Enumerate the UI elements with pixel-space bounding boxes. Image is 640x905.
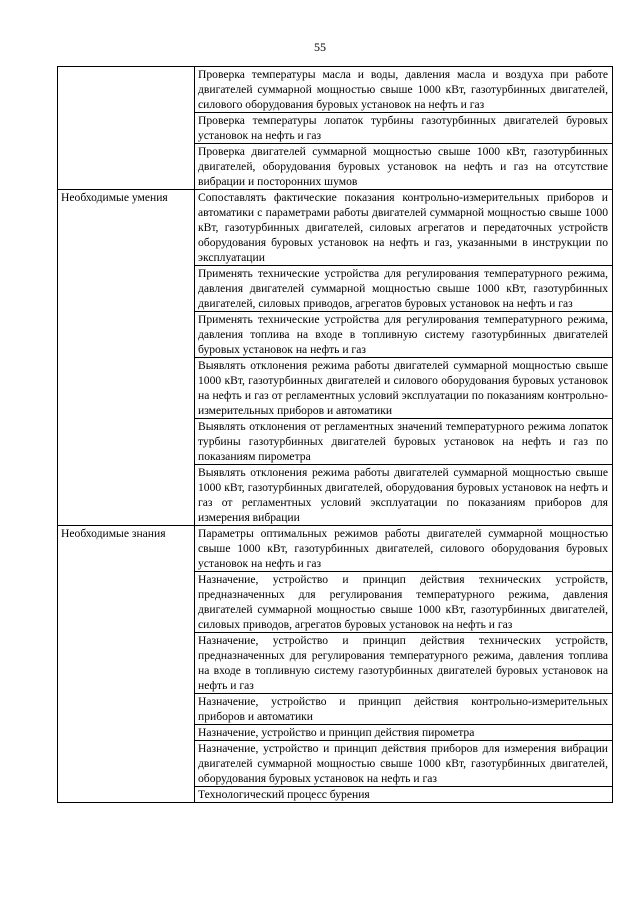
table-cell: Параметры оптимальных режимов работы двигателей суммарной мощностью свыше 1000 кВт, газотурбинных двигателей, силового оборудования буровых установок на нефть и газ [195, 526, 613, 572]
table-cell: Назначение, устройство и принцип действия технических устройств, предназначенных для регулирования температурного режима, давления двигателей суммарной мощностью свыше 1000 кВт, газотурбинных двигателей, силовых приводов, агрегатов буровых установок на нефть и газ [195, 572, 613, 633]
table-cell: Назначение, устройство и принцип действия контрольно-измерительных приборов и автоматики [195, 694, 613, 725]
table-cell: Выявлять отклонения режима работы двигателей суммарной мощностью свыше 1000 кВт, газотурбинных двигателей и силового оборудования буровых установок на нефть и газ от регламентных условий эксплуатации по показаниям контрольно-измерительных приборов и автоматики [195, 358, 613, 419]
row-label-required-knowledge: Необходимые знания [58, 526, 195, 803]
table-row [58, 67, 613, 113]
table-cell: Назначение, устройство и принцип действия пирометра [195, 725, 613, 741]
table-cell: Выявлять отклонения от регламентных значений температурного режима лопаток турбины газотурбинных двигателей буровых установок на нефть и газ по показаниям пирометра [195, 419, 613, 465]
table-cell: Применять технические устройства для регулирования температурного режима, давления топлива на входе в топливную систему газотурбинных двигателей буровых установок на нефть и газ [195, 312, 613, 358]
table-cell: Технологический процесс бурения [195, 787, 613, 803]
table-row [58, 190, 613, 266]
table-cell: Применять технические устройства для регулирования температурного режима, давления двигателей суммарной мощностью свыше 1000 кВт, газотурбинных двигателей, силовых приводов, агрегатов буровых установок на нефть и газ [195, 266, 613, 312]
table-cell: Сопоставлять фактические показания контрольно-измерительных приборов и автоматики с параметрами работы двигателей суммарной мощностью свыше 1000 кВт, газотурбинных двигателей, силовых агрегатов и передаточных устройств оборудования буровых установок на нефть и газ, указанными в инструкции по эксплуатации [195, 190, 613, 266]
table-row [58, 526, 613, 572]
row-label-empty [58, 67, 195, 190]
table-cell: Назначение, устройство и принцип действия технических устройств, предназначенных для регулирования температурного режима, давления топлива на входе в топливную систему газотурбинных двигателей буровых установок на нефть и газ [195, 633, 613, 694]
row-label-required-skills: Необходимые умения [58, 190, 195, 526]
table-cell: Выявлять отклонения режима работы двигателей суммарной мощностью свыше 1000 кВт, газотурбинных двигателей, оборудования буровых установок на нефть и газ от регламентных условий эксплуатации по показаниям приборов для измерения вибрации [195, 465, 613, 526]
table-cell: Проверка двигателей суммарной мощностью свыше 1000 кВт, газотурбинных двигателей, оборудования буровых установок на нефть и газ на отсутствие вибрации и посторонних шумов [195, 144, 613, 190]
page-number: 55 [314, 40, 326, 54]
table-cell: Проверка температуры лопаток турбины газотурбинных двигателей буровых установок на нефть и газ [195, 113, 613, 144]
table-cell: Назначение, устройство и принцип действия приборов для измерения вибрации двигателей суммарной мощностью свыше 1000 кВт, газотурбинных двигателей, оборудования буровых установок на нефть и газ [195, 741, 613, 787]
table-cell: Проверка температуры масла и воды, давления масла и воздуха при работе двигателей суммарной мощностью свыше 1000 кВт, газотурбинных двигателей, силового оборудования буровых установок на нефть и газ [195, 67, 613, 113]
labor-functions-table [57, 66, 613, 803]
